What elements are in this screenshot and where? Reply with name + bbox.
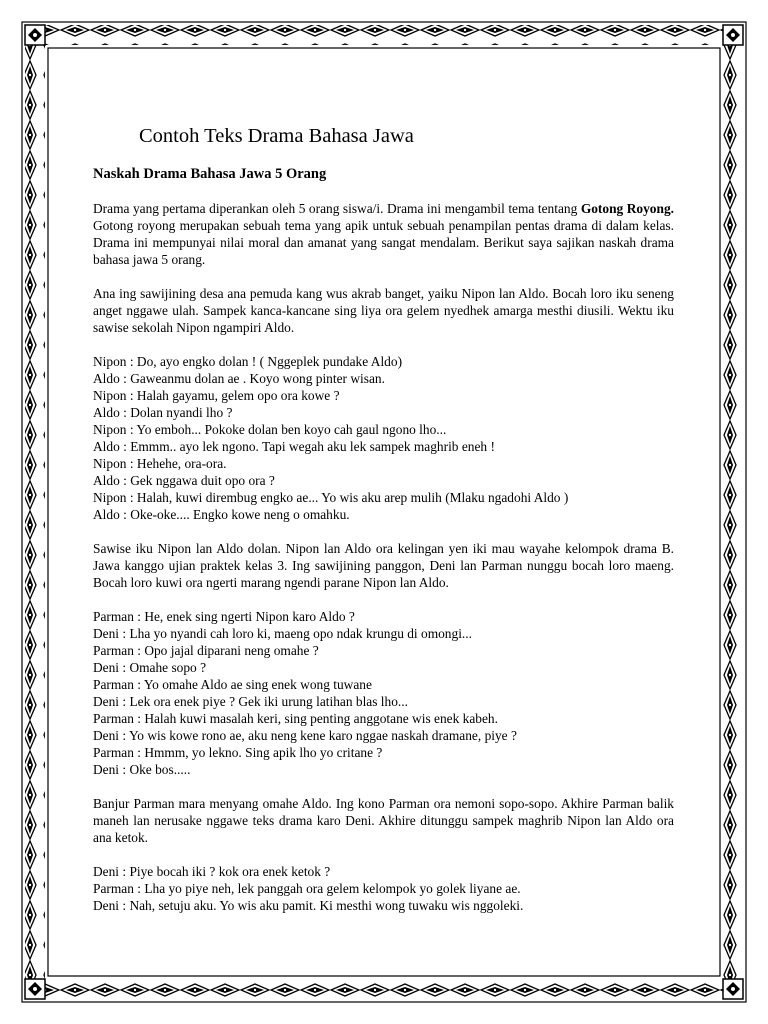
dialog-line: Aldo : Gek nggawa duit opo ora ? [93,473,275,488]
section-heading: Naskah Drama Bahasa Jawa 5 Orang [93,166,327,182]
dialog-line: Aldo : Dolan nyandi lho ? [93,405,233,420]
document-content [93,124,674,931]
dialog-line: Nipon : Halah gayamu, gelem opo ora kowe ? [93,388,340,403]
dialog-line: Deni : Lek ora enek piye ? Gek iki urung latihan blas lho... [93,694,408,709]
story-paragraph-3: Banjur Parman mara menyang omahe Aldo. Ing kono Parman ora nemoni sopo-sopo. Akhire Parman balik maneh lan nerusake nggawe teks drama karo Deni. Akhire ditunggu sampek maghrib Nipon lan Aldo ora ana ketok. [93,796,674,845]
dialog-block-2 [93,608,674,778]
dialog-line: Deni : Omahe sopo ? [93,660,207,675]
dialog-line: Parman : He, enek sing ngerti Nipon karo Aldo ? [93,609,355,624]
intro-paragraph [93,200,674,268]
dialog-line: Nipon : Yo emboh... Pokoke dolan ben koyo cah gaul ngono lho... [93,422,447,437]
dialog-line: Parman : Hmmm, yo lekno. Sing apik lho yo critane ? [93,745,383,760]
dialog-line: Deni : Oke bos..... [93,762,191,777]
dialog-block-3 [93,863,674,914]
dialog-line: Aldo : Gaweanmu dolan ae . Koyo wong pinter wisan. [93,371,385,386]
dialog-line: Parman : Lha yo piye neh, lek panggah ora gelem kelompok yo golek liyane ae. [93,881,521,896]
dialog-line: Aldo : Oke-oke.... Engko kowe neng o omahku. [93,507,350,522]
dialog-line: Deni : Nah, setuju aku. Yo wis aku pamit. Ki mesthi wong tuwaku wis nggoleki. [93,898,524,913]
intro-text-start: Drama yang pertama diperankan oleh 5 orang siswa/i. Drama ini mengambil tema tentang [93,201,581,216]
page-title: Contoh Teks Drama Bahasa Jawa [139,125,414,147]
dialog-line: Parman : Yo omahe Aldo ae sing enek wong tuwane [93,677,372,692]
dialog-block-1 [93,353,674,523]
dialog-line: Parman : Halah kuwi masalah keri, sing penting anggotane wis enek kabeh. [93,711,498,726]
dialog-line: Nipon : Halah, kuwi dirembug engko ae... Yo wis aku arep mulih (Mlaku ngadohi Aldo ) [93,490,569,505]
story-paragraph-1: Ana ing sawijining desa ana pemuda kang wus akrab banget, yaiku Nipon lan Aldo. Bocah loro iku seneng anget nggawe ulah. Sampek kanca-kancane sing liya ora gelem nyedhek amarga mesthi diusili. Wektu iku sawise sekolah Nipon ngampiri Aldo. [93,286,674,335]
intro-bold-theme: Gotong Royong. [580,201,674,216]
dialog-line: Deni : Lha yo nyandi cah loro ki, maeng opo ndak krungu di omongi... [93,626,472,641]
dialog-line: Parman : Opo jajal diparani neng omahe ? [93,643,319,658]
story-paragraph-2: Sawise iku Nipon lan Aldo dolan. Nipon lan Aldo ora kelingan yen iki mau wayahe kelompok drama B. Jawa kanggo ujian praktek kelas 3. Ing sawijining panggon, Deni lan Parman nunggu bocah loro maeng. Bocah loro kuwi ora ngerti marang ngendi parane Nipon lan Aldo. [93,541,674,590]
dialog-line: Aldo : Emmm.. ayo lek ngono. Tapi wegah aku lek sampek maghrib eneh ! [93,439,495,454]
dialog-line: Deni : Yo wis kowe rono ae, aku neng kene karo nggae naskah dramane, piye ? [93,728,517,743]
dialog-line: Deni : Piye bocah iki ? kok ora enek ketok ? [93,864,331,879]
dialog-line: Nipon : Hehehe, ora-ora. [93,456,227,471]
intro-text-end: Gotong royong merupakan sebuah tema yang apik untuk sebuah penampilan pentas drama di dalam kelas. Drama ini mempunyai nilai moral dan amanat yang sangat mendalam. Berikut saya sajikan naskah drama bahasa jawa 5 orang. [93,218,674,267]
dialog-line: Nipon : Do, ayo engko dolan ! ( Nggeplek pundake Aldo) [93,354,403,369]
